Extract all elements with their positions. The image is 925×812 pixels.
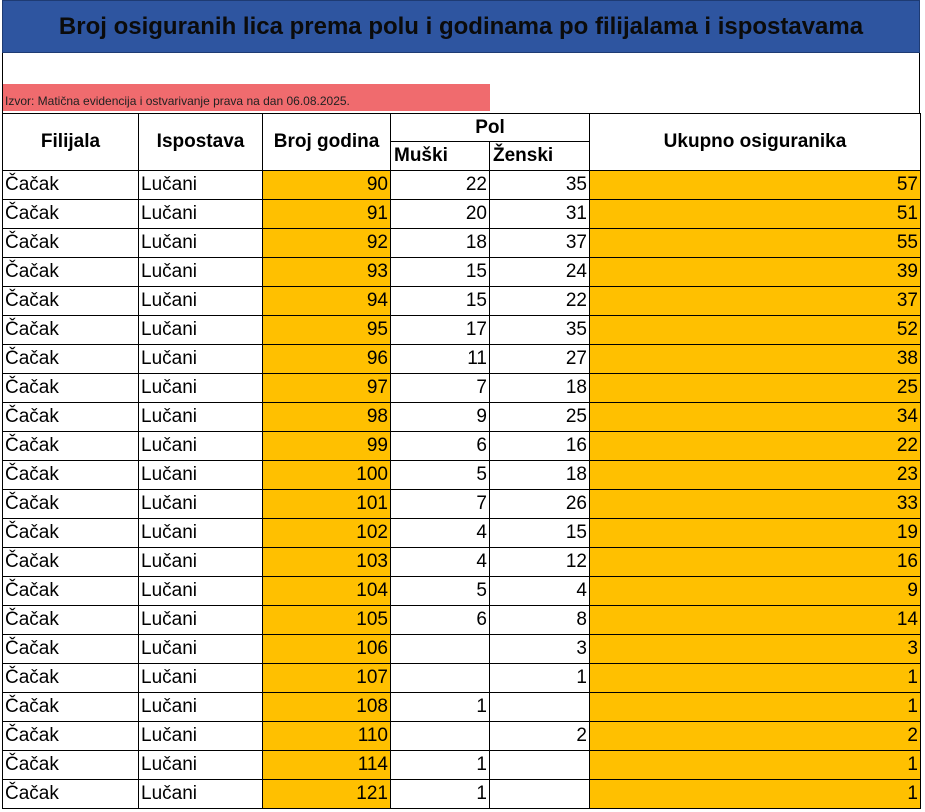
cell-filijala[interactable]: Čačak (3, 403, 139, 432)
cell-muski[interactable]: 5 (391, 577, 490, 606)
cell-filijala[interactable]: Čačak (3, 461, 139, 490)
cell-ukupno[interactable]: 1 (590, 693, 921, 722)
cell-ispostava[interactable]: Lučani (139, 751, 263, 780)
insured-table (2, 113, 921, 809)
cell-muski[interactable]: 1 (391, 693, 490, 722)
cell-ukupno[interactable]: 1 (590, 751, 921, 780)
cell-broj-godina[interactable]: 95 (263, 316, 391, 345)
header-ukupno[interactable]: Ukupno osiguranika (590, 114, 921, 171)
cell-filijala[interactable]: Čačak (3, 780, 139, 809)
cell-muski[interactable] (391, 635, 490, 664)
cell-broj-godina[interactable]: 93 (263, 258, 391, 287)
cell-filijala[interactable]: Čačak (3, 635, 139, 664)
table-row (3, 403, 921, 432)
cell-zenski[interactable]: 31 (490, 200, 590, 229)
table-row (3, 461, 921, 490)
table-row (3, 751, 921, 780)
cell-zenski[interactable]: 26 (490, 490, 590, 519)
cell-muski[interactable]: 20 (391, 200, 490, 229)
cell-broj-godina[interactable]: 110 (263, 722, 391, 751)
cell-ukupno[interactable]: 1 (590, 780, 921, 809)
cell-ispostava[interactable]: Lučani (139, 548, 263, 577)
table-row (3, 664, 921, 693)
cell-ispostava[interactable]: Lučani (139, 171, 263, 200)
cell-ukupno[interactable]: 3 (590, 635, 921, 664)
cell-zenski[interactable]: 18 (490, 461, 590, 490)
cell-ukupno[interactable]: 23 (590, 461, 921, 490)
cell-filijala[interactable]: Čačak (3, 229, 139, 258)
cell-ukupno[interactable]: 19 (590, 519, 921, 548)
cell-ispostava[interactable]: Lučani (139, 635, 263, 664)
cell-muski[interactable] (391, 664, 490, 693)
cell-muski[interactable]: 22 (391, 171, 490, 200)
cell-ispostava[interactable]: Lučani (139, 722, 263, 751)
cell-filijala[interactable]: Čačak (3, 374, 139, 403)
table-body (3, 171, 921, 809)
cell-muski[interactable]: 18 (391, 229, 490, 258)
cell-ispostava[interactable]: Lučani (139, 606, 263, 635)
cell-broj-godina[interactable]: 104 (263, 577, 391, 606)
cell-muski[interactable]: 6 (391, 432, 490, 461)
cell-ispostava[interactable]: Lučani (139, 200, 263, 229)
cell-zenski[interactable]: 4 (490, 577, 590, 606)
cell-filijala[interactable]: Čačak (3, 316, 139, 345)
cell-broj-godina[interactable]: 92 (263, 229, 391, 258)
table-row (3, 374, 921, 403)
cell-zenski[interactable] (490, 780, 590, 809)
cell-muski[interactable]: 17 (391, 316, 490, 345)
cell-muski[interactable]: 9 (391, 403, 490, 432)
cell-broj-godina[interactable]: 90 (263, 171, 391, 200)
table-row (3, 780, 921, 809)
cell-filijala[interactable]: Čačak (3, 519, 139, 548)
cell-zenski[interactable]: 16 (490, 432, 590, 461)
cell-ispostava[interactable]: Lučani (139, 287, 263, 316)
cell-filijala[interactable]: Čačak (3, 722, 139, 751)
table-row (3, 635, 921, 664)
cell-ukupno[interactable]: 51 (590, 200, 921, 229)
cell-ispostava[interactable]: Lučani (139, 403, 263, 432)
cell-ispostava[interactable]: Lučani (139, 374, 263, 403)
cell-filijala[interactable]: Čačak (3, 606, 139, 635)
cell-muski[interactable]: 1 (391, 751, 490, 780)
cell-zenski[interactable]: 25 (490, 403, 590, 432)
table-row (3, 519, 921, 548)
cell-ispostava[interactable]: Lučani (139, 229, 263, 258)
table-row (3, 722, 921, 751)
table-row (3, 258, 921, 287)
cell-zenski[interactable]: 2 (490, 722, 590, 751)
cell-ispostava[interactable]: Lučani (139, 780, 263, 809)
cell-zenski[interactable]: 35 (490, 171, 590, 200)
cell-broj-godina[interactable]: 114 (263, 751, 391, 780)
cell-filijala[interactable]: Čačak (3, 258, 139, 287)
cell-ukupno[interactable]: 39 (590, 258, 921, 287)
cell-zenski[interactable]: 27 (490, 345, 590, 374)
cell-broj-godina[interactable]: 94 (263, 287, 391, 316)
cell-broj-godina[interactable]: 97 (263, 374, 391, 403)
cell-ukupno[interactable]: 9 (590, 577, 921, 606)
cell-broj-godina[interactable]: 107 (263, 664, 391, 693)
table-row (3, 316, 921, 345)
cell-broj-godina[interactable]: 103 (263, 548, 391, 577)
cell-muski[interactable]: 11 (391, 345, 490, 374)
cell-ispostava[interactable]: Lučani (139, 432, 263, 461)
cell-ispostava[interactable]: Lučani (139, 490, 263, 519)
cell-broj-godina[interactable]: 102 (263, 519, 391, 548)
cell-ukupno[interactable]: 55 (590, 229, 921, 258)
cell-ispostava[interactable]: Lučani (139, 461, 263, 490)
cell-filijala[interactable]: Čačak (3, 577, 139, 606)
cell-filijala[interactable]: Čačak (3, 664, 139, 693)
cell-filijala[interactable]: Čačak (3, 548, 139, 577)
cell-muski[interactable]: 1 (391, 780, 490, 809)
cell-muski[interactable]: 4 (391, 548, 490, 577)
cell-zenski[interactable]: 24 (490, 258, 590, 287)
page-title: Broj osiguranih lica prema polu i godinama po filijalama i ispostavama (2, 0, 920, 53)
cell-ukupno[interactable]: 16 (590, 548, 921, 577)
cell-muski[interactable]: 6 (391, 606, 490, 635)
cell-filijala[interactable]: Čačak (3, 287, 139, 316)
cell-filijala[interactable]: Čačak (3, 490, 139, 519)
cell-filijala[interactable]: Čačak (3, 171, 139, 200)
header-muski[interactable]: Muški (391, 142, 490, 171)
cell-filijala[interactable]: Čačak (3, 751, 139, 780)
cell-ispostava[interactable]: Lučani (139, 693, 263, 722)
cell-ispostava[interactable]: Lučani (139, 345, 263, 374)
cell-zenski[interactable]: 8 (490, 606, 590, 635)
cell-ukupno[interactable]: 38 (590, 345, 921, 374)
cell-zenski[interactable]: 12 (490, 548, 590, 577)
cell-muski[interactable]: 15 (391, 258, 490, 287)
cell-zenski[interactable] (490, 751, 590, 780)
table-row (3, 606, 921, 635)
cell-ukupno[interactable]: 57 (590, 171, 921, 200)
cell-muski[interactable]: 7 (391, 374, 490, 403)
cell-muski[interactable]: 7 (391, 490, 490, 519)
table-row (3, 345, 921, 374)
cell-filijala[interactable]: Čačak (3, 693, 139, 722)
cell-ukupno[interactable]: 34 (590, 403, 921, 432)
source-text: Izvor: Matična evidencija i ostvarivanje prava na dan 06.08.2025. (5, 94, 350, 108)
cell-zenski[interactable]: 3 (490, 635, 590, 664)
cell-zenski[interactable] (490, 693, 590, 722)
cell-ukupno[interactable]: 37 (590, 287, 921, 316)
cell-muski[interactable]: 4 (391, 519, 490, 548)
table-row (3, 171, 921, 200)
cell-broj-godina[interactable]: 121 (263, 780, 391, 809)
cell-muski[interactable]: 15 (391, 287, 490, 316)
cell-filijala[interactable]: Čačak (3, 200, 139, 229)
cell-ukupno[interactable]: 1 (590, 664, 921, 693)
header-pol[interactable]: Pol (391, 114, 590, 142)
header-ispostava[interactable]: Ispostava (139, 114, 263, 171)
table-row (3, 229, 921, 258)
table-row (3, 693, 921, 722)
cell-ukupno[interactable]: 33 (590, 490, 921, 519)
table-row (3, 577, 921, 606)
cell-broj-godina[interactable]: 100 (263, 461, 391, 490)
cell-zenski[interactable]: 1 (490, 664, 590, 693)
cell-ukupno[interactable]: 52 (590, 316, 921, 345)
cell-ispostava[interactable]: Lučani (139, 519, 263, 548)
cell-zenski[interactable]: 22 (490, 287, 590, 316)
cell-muski[interactable] (391, 722, 490, 751)
cell-filijala[interactable]: Čačak (3, 345, 139, 374)
cell-zenski[interactable]: 15 (490, 519, 590, 548)
cell-ispostava[interactable]: Lučani (139, 316, 263, 345)
cell-broj-godina[interactable]: 98 (263, 403, 391, 432)
cell-filijala[interactable]: Čačak (3, 432, 139, 461)
table-row (3, 287, 921, 316)
header-filijala[interactable]: Filijala (3, 114, 139, 171)
cell-ispostava[interactable]: Lučani (139, 577, 263, 606)
table-row (3, 548, 921, 577)
table-row (3, 490, 921, 519)
cell-ukupno[interactable]: 25 (590, 374, 921, 403)
cell-muski[interactable]: 5 (391, 461, 490, 490)
cell-zenski[interactable]: 18 (490, 374, 590, 403)
cell-ukupno[interactable]: 22 (590, 432, 921, 461)
table-row (3, 432, 921, 461)
cell-broj-godina[interactable]: 91 (263, 200, 391, 229)
source-note (3, 84, 490, 111)
cell-broj-godina[interactable]: 96 (263, 345, 391, 374)
header-broj-godina[interactable]: Broj godina (263, 114, 391, 171)
header-zenski[interactable]: Ženski (490, 142, 590, 171)
cell-broj-godina[interactable]: 99 (263, 432, 391, 461)
cell-ispostava[interactable]: Lučani (139, 664, 263, 693)
cell-broj-godina[interactable]: 106 (263, 635, 391, 664)
cell-ukupno[interactable]: 2 (590, 722, 921, 751)
cell-zenski[interactable]: 37 (490, 229, 590, 258)
cell-ispostava[interactable]: Lučani (139, 258, 263, 287)
cell-ukupno[interactable]: 14 (590, 606, 921, 635)
cell-zenski[interactable]: 35 (490, 316, 590, 345)
cell-broj-godina[interactable]: 101 (263, 490, 391, 519)
table-row (3, 200, 921, 229)
cell-broj-godina[interactable]: 105 (263, 606, 391, 635)
cell-broj-godina[interactable]: 108 (263, 693, 391, 722)
